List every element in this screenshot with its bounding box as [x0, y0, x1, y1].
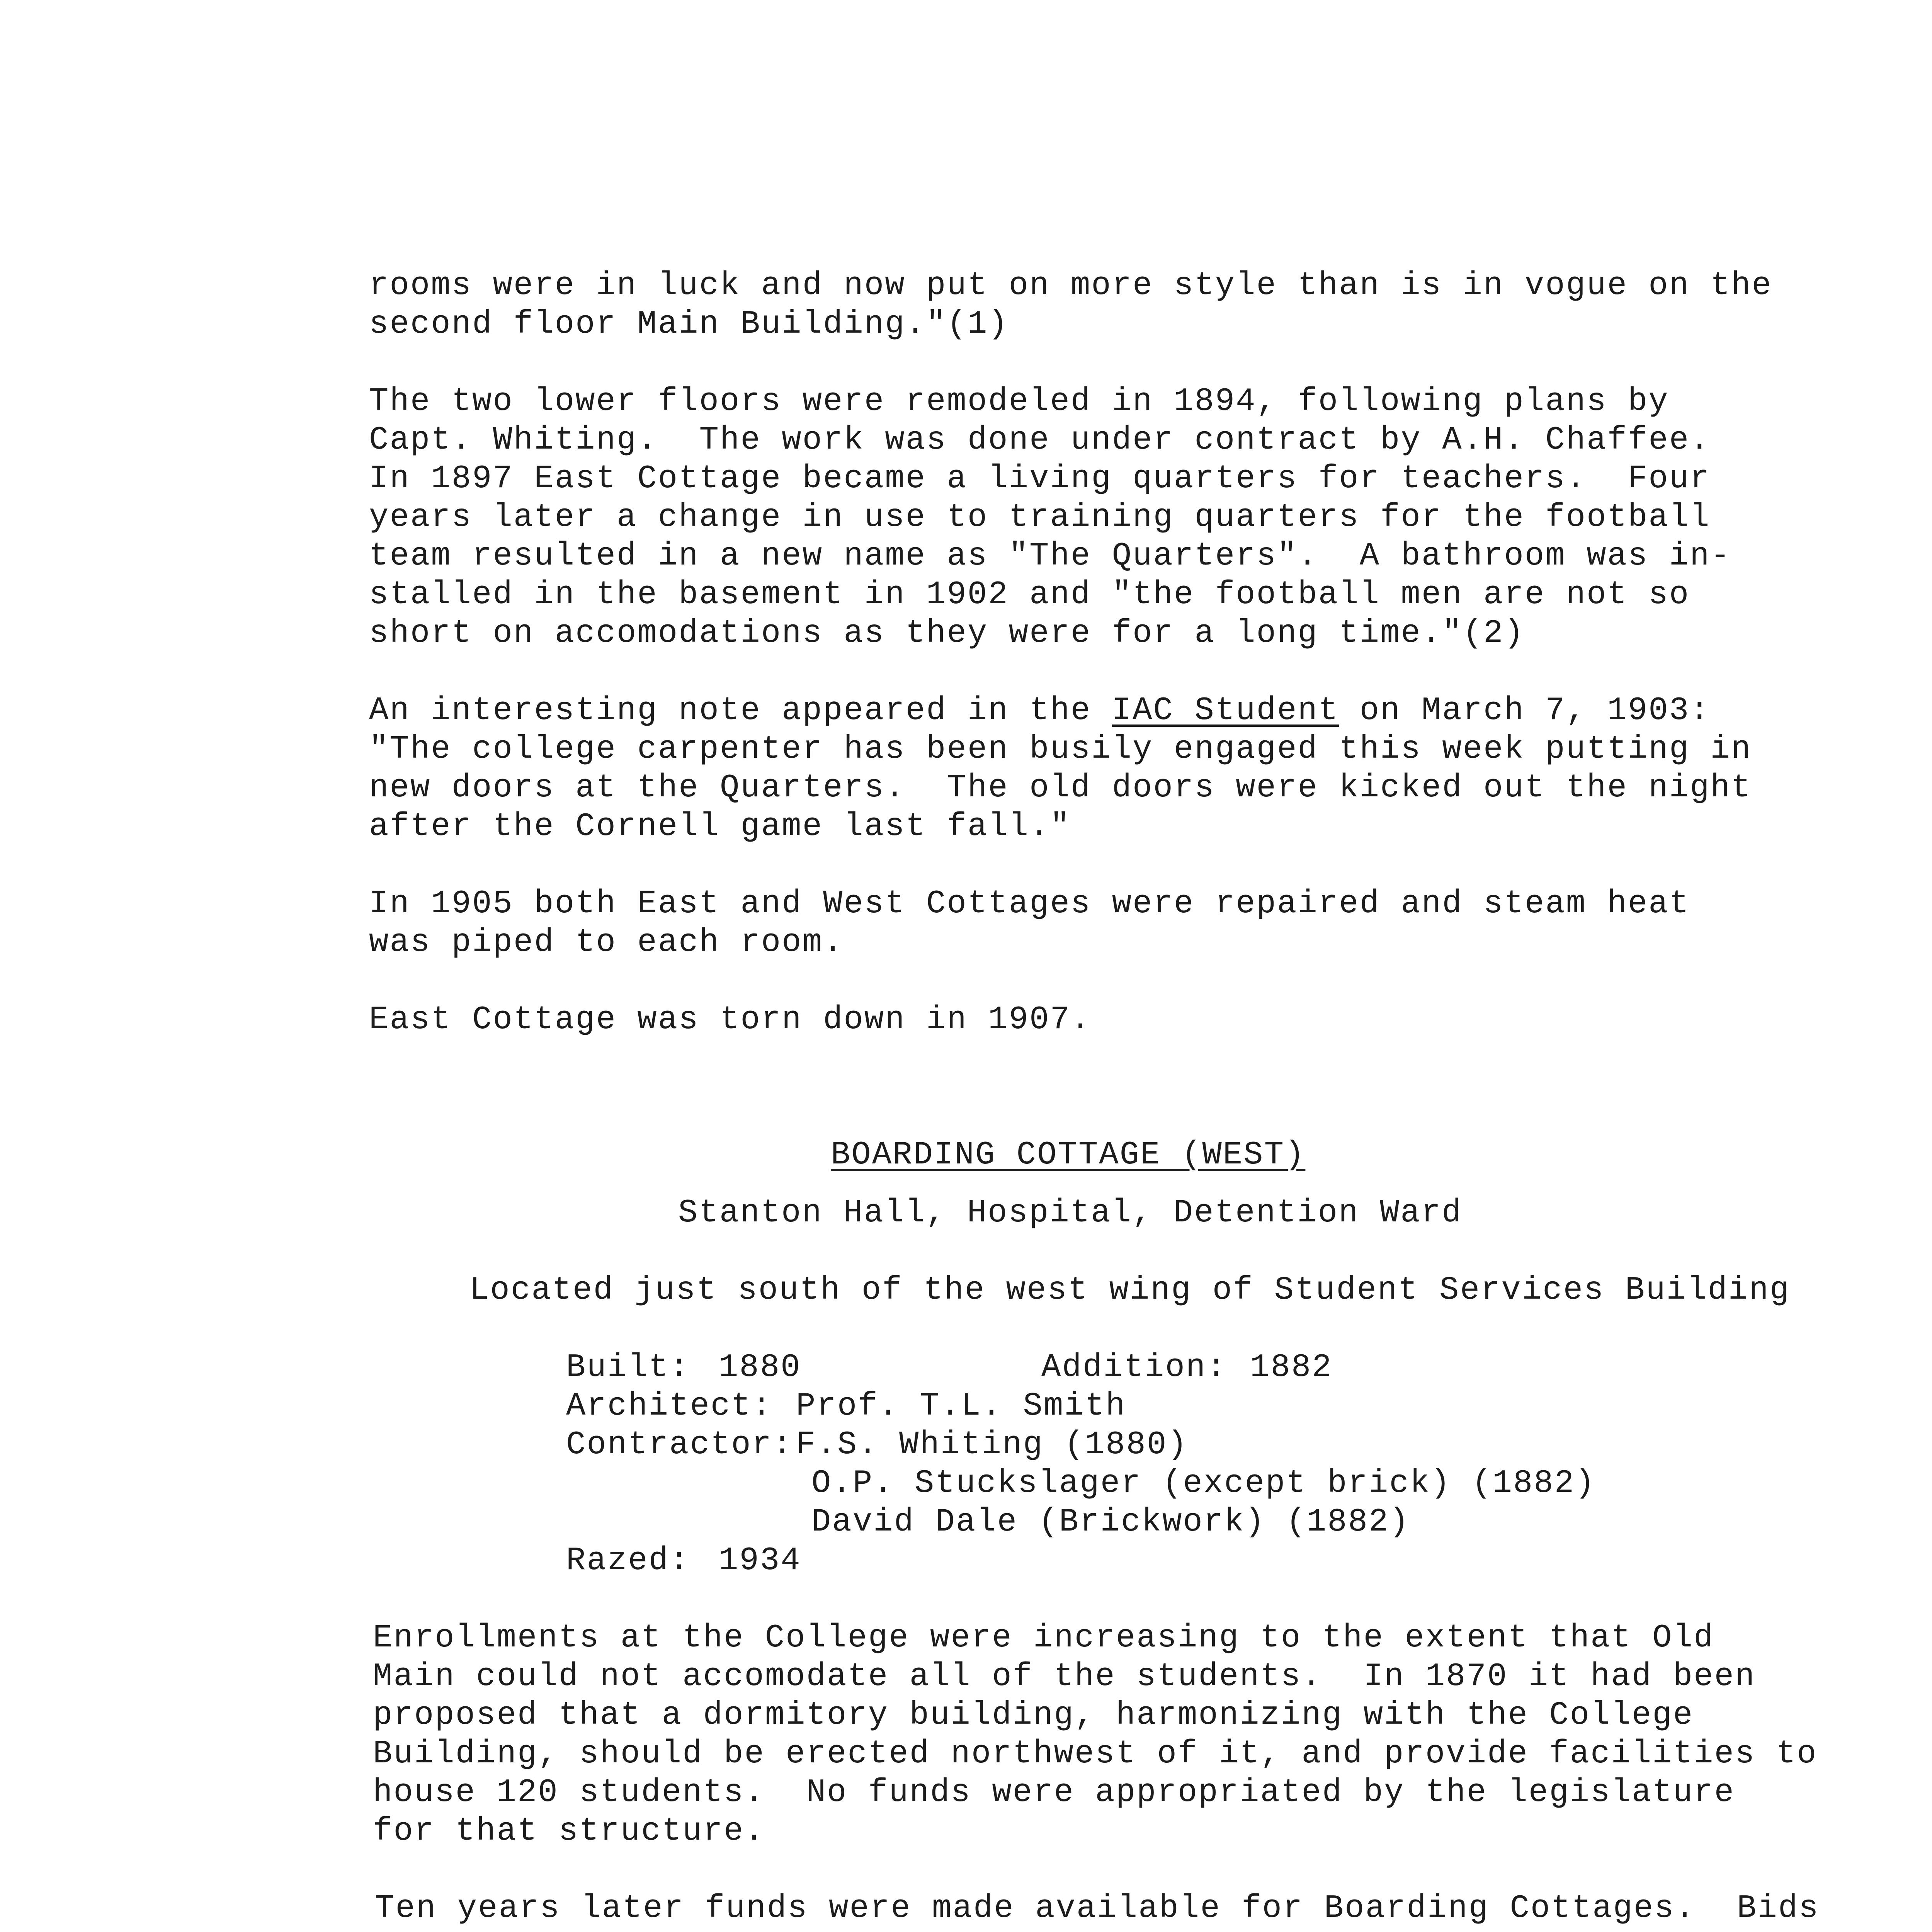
publication-title: IAC Student	[1112, 692, 1339, 729]
para6-line-4: Building, should be erected northwest of it, and provide facilities to	[373, 1736, 1818, 1772]
section-location: Located just south of the west wing of Student Services Building	[469, 1272, 1791, 1309]
para4-line-1: In 1905 both East and West Cottages were repaired and steam heat	[369, 886, 1690, 922]
contractor-1: F.S. Whiting (1880)	[796, 1427, 1188, 1463]
section-subtitle: Stanton Hall, Hospital, Detention Ward	[678, 1195, 1463, 1231]
para6-line-6: for that structure.	[373, 1813, 765, 1850]
para7-line-1: Ten years later funds were made available for Boarding Cottages. Bids	[375, 1890, 1820, 1927]
para6-line-2: Main could not accomodate all of the students. In 1870 it had been	[373, 1658, 1756, 1695]
para2-line-5: team resulted in a new name as "The Quarters". A bathroom was in-	[369, 538, 1731, 575]
para6-line-5: house 120 students. No funds were appropriated by the legislature	[373, 1774, 1735, 1811]
contractor-2: O.P. Stuckslager (except brick) (1882)	[811, 1465, 1596, 1502]
para2-line-7: short on accomodations as they were for a long time."(2)	[369, 615, 1525, 652]
para2-line-1: The two lower floors were remodeled in 1894, following plans by	[369, 383, 1669, 420]
architect-value: Prof. T.L. Smith	[796, 1388, 1126, 1425]
built-value: 1880	[719, 1349, 801, 1386]
addition-value: 1882	[1250, 1349, 1333, 1386]
razed-value: 1934	[719, 1543, 801, 1579]
contractor-label: Contractor:	[566, 1427, 793, 1463]
para1-line-1: rooms were in luck and now put on more style than is in vogue on the	[369, 267, 1772, 304]
razed-label: Razed:	[566, 1543, 690, 1579]
section-heading: BOARDING COTTAGE (WEST)	[831, 1137, 1306, 1173]
para2-line-3: In 1897 East Cottage became a living quarters for teachers. Four	[369, 461, 1711, 497]
para3-line-2: "The college carpenter has been busily engaged this week putting in	[369, 731, 1752, 768]
para2-line-2: Capt. Whiting. The work was done under contract by A.H. Chaffee.	[369, 422, 1711, 459]
para2-line-4: years later a change in use to training quarters for the football	[369, 499, 1711, 536]
para1-line-2: second floor Main Building."(1)	[369, 306, 1009, 343]
para6-line-3: proposed that a dormitory building, harmonizing with the College	[373, 1697, 1694, 1734]
para3-prefix: An interesting note appeared in the	[369, 692, 1112, 729]
para5-line-1: East Cottage was torn down in 1907.	[369, 1002, 1092, 1038]
built-label: Built:	[566, 1349, 690, 1386]
para2-line-6: stalled in the basement in 1902 and "the football men are not so	[369, 577, 1690, 613]
addition-label: Addition:	[1041, 1349, 1227, 1386]
contractor-3: David Dale (Brickwork) (1882)	[811, 1504, 1410, 1541]
para6-line-1: Enrollments at the College were increasing to the extent that Old	[373, 1620, 1714, 1656]
para3-line-4: after the Cornell game last fall."	[369, 808, 1071, 845]
para4-line-2: was piped to each room.	[369, 924, 844, 961]
para3-line-3: new doors at the Quarters. The old doors were kicked out the night	[369, 770, 1752, 806]
para3-line-1	[369, 692, 1711, 730]
architect-label: Architect:	[566, 1388, 773, 1425]
para3-suffix: on March 7, 1903:	[1339, 692, 1711, 729]
